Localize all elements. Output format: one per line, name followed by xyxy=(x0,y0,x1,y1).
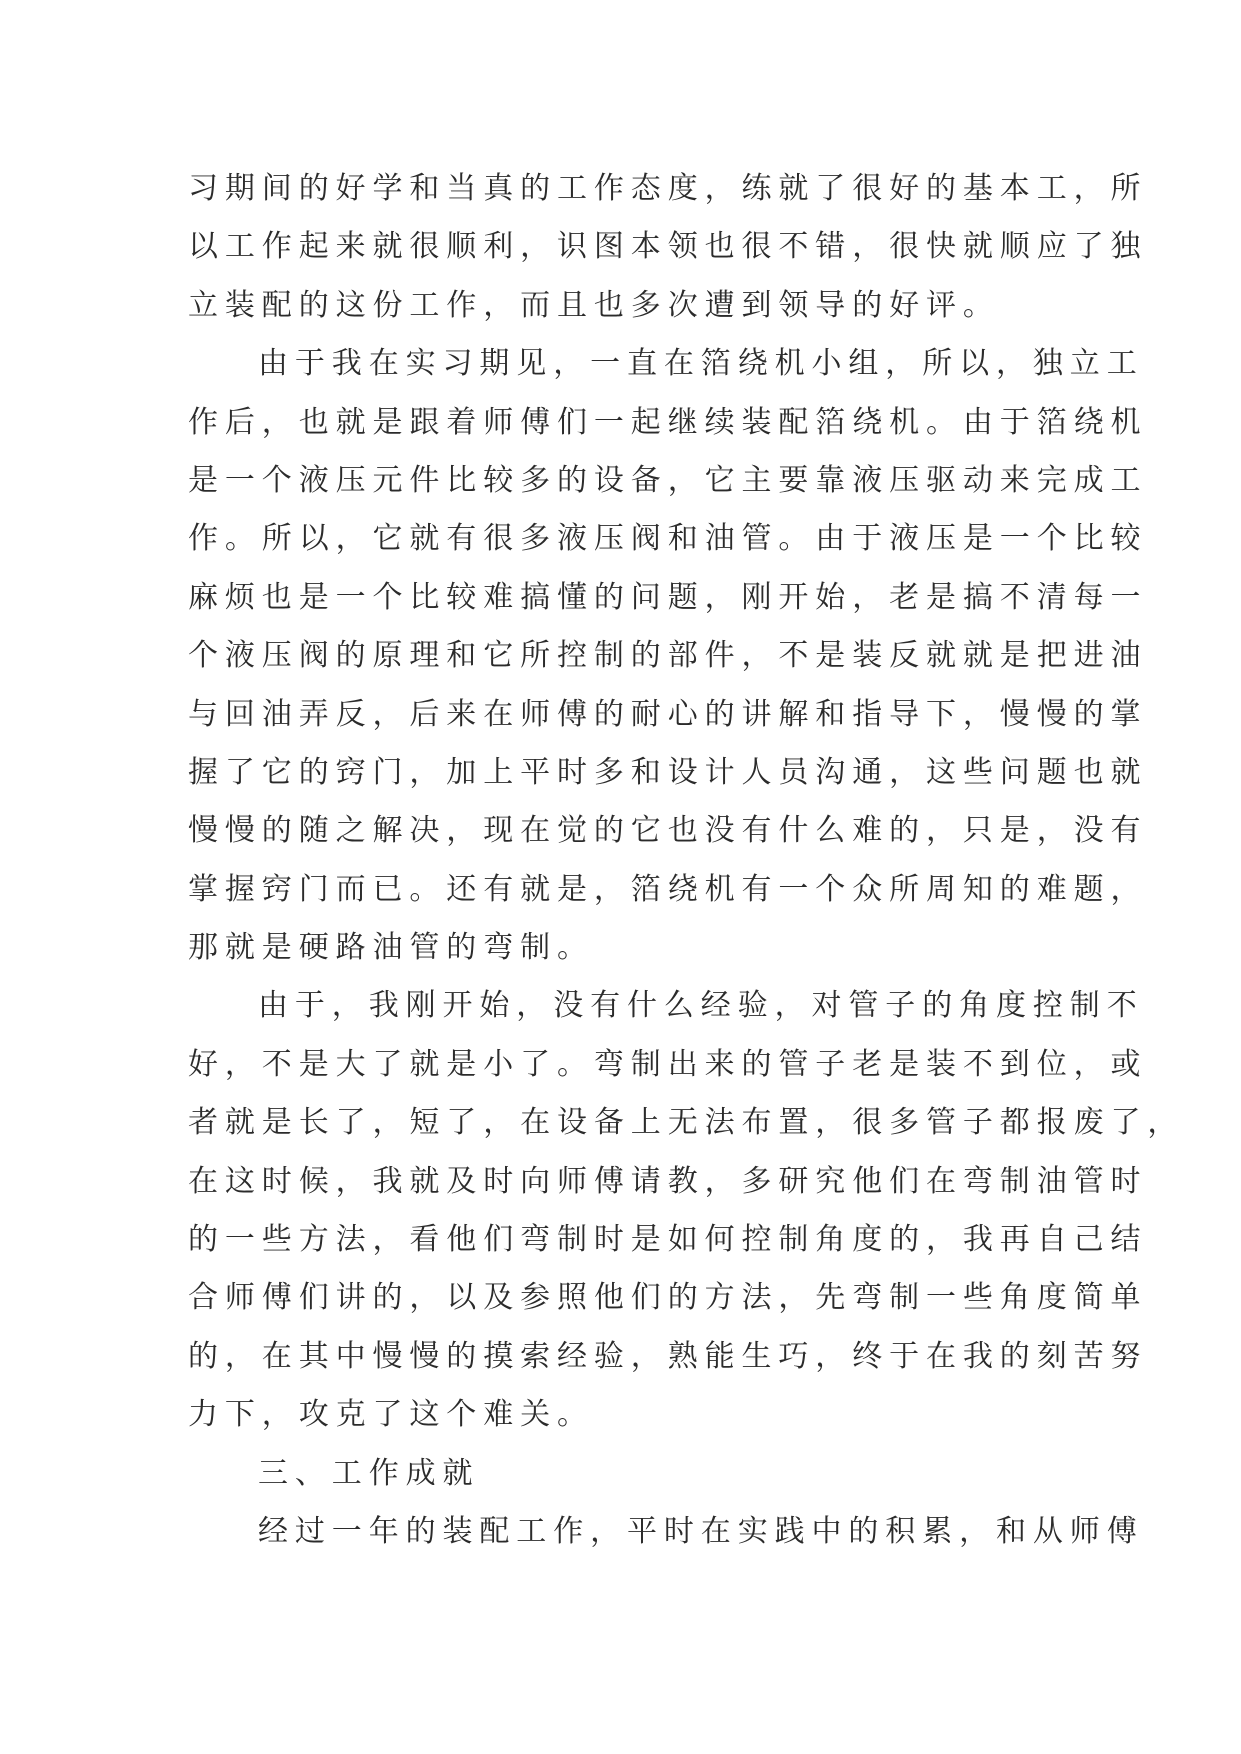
text-line: 经过一年的装配工作，平时在实践中的积累，和从师傅 xyxy=(258,1513,1144,1549)
text-line: 掌握窍门而已。还有就是，箔绕机有一个众所周知的难题， xyxy=(188,871,1148,907)
text-line: 者就是长了，短了，在设备上无法布置，很多管子都报废了， xyxy=(188,1105,1185,1141)
text-line: 习期间的好学和当真的工作态度，练就了很好的基本工，所 xyxy=(188,171,1148,206)
text-line: 作后，也就是跟着师傅们一起继续装配箔绕机。由于箔绕机 xyxy=(188,404,1148,440)
text-line: 由于我在实习期见，一直在箔绕机小组，所以，独立工 xyxy=(258,346,1144,382)
text-line: 三、工作成就 xyxy=(258,1455,480,1491)
text-line: 的，在其中慢慢的摸索经验，熟能生巧，终于在我的刻苦努 xyxy=(188,1338,1148,1374)
text-line: 好，不是大了就是小了。弯制出来的管子老是装不到位，或 xyxy=(188,1046,1148,1082)
text-line: 立装配的这份工作，而且也多次遭到领导的好评。 xyxy=(188,287,1000,323)
text-line: 是一个液压元件比较多的设备，它主要靠液压驱动来完成工 xyxy=(188,462,1148,498)
text-line: 力下，攻克了这个难关。 xyxy=(188,1397,594,1433)
document-body xyxy=(188,160,1185,1561)
text-line: 以工作起来就很顺利，识图本领也很不错，很快就顺应了独 xyxy=(188,229,1148,265)
text-line: 个液压阀的原理和它所控制的部件，不是装反就就是把进油 xyxy=(188,638,1148,674)
text-line: 握了它的窍门，加上平时多和设计人员沟通，这些问题也就 xyxy=(188,754,1148,790)
text-line: 在这时候，我就及时向师傅请教，多研究他们在弯制油管时 xyxy=(188,1163,1148,1199)
text-line: 合师傅们讲的，以及参照他们的方法，先弯制一些角度简单 xyxy=(188,1280,1148,1316)
text-line: 那就是硬路油管的弯制。 xyxy=(188,930,594,966)
text-line: 与回油弄反，后来在师傅的耐心的讲解和指导下，慢慢的掌 xyxy=(188,696,1148,732)
text-line: 由于，我刚开始，没有什么经验，对管子的角度控制不 xyxy=(258,988,1144,1024)
text-line: 慢慢的随之解决，现在觉的它也没有什么难的，只是，没有 xyxy=(188,813,1148,849)
text-line: 作。所以，它就有很多液压阀和油管。由于液压是一个比较 xyxy=(188,521,1148,557)
text-line: 的一些方法，看他们弯制时是如何控制角度的，我再自己结 xyxy=(188,1222,1148,1258)
text-line: 麻烦也是一个比较难搞懂的问题，刚开始，老是搞不清每一 xyxy=(188,579,1148,615)
